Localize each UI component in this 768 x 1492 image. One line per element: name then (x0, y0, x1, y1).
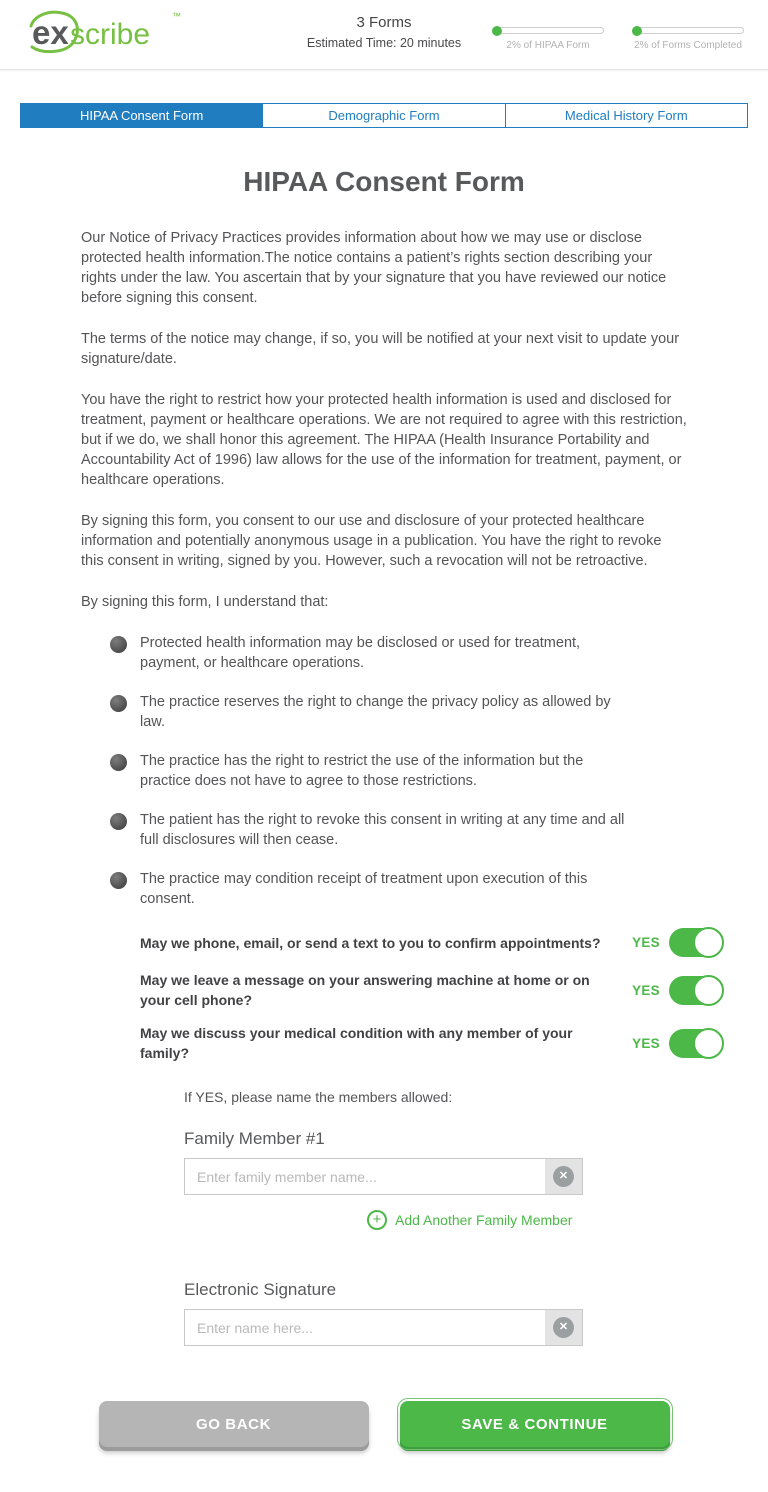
tab-medical-history-form[interactable]: Medical History Form (506, 103, 748, 128)
toggle-question-row (140, 970, 723, 1010)
toggle-question: May we discuss your medical condition with any member of your family? (140, 1025, 573, 1061)
progress-label: 2% of HIPAA Form (506, 39, 590, 51)
family-members-instruction: If YES, please name the members allowed: (184, 1089, 453, 1105)
electronic-signature-input[interactable] (185, 1310, 582, 1345)
form-content (81, 166, 687, 1492)
family-member-input-wrap (184, 1158, 583, 1195)
family-member-1-input[interactable] (185, 1159, 582, 1194)
close-icon: ✕ (553, 1166, 574, 1187)
toggle-knob[interactable] (693, 1028, 724, 1059)
logo-tm: ™ (172, 11, 181, 21)
page-title: HIPAA Consent Form (243, 166, 525, 197)
bullet-text: Protected health information may be disclosed or used for treatment, payment, or healthcare operations. (140, 635, 581, 671)
toggle-discuss-with-family[interactable] (669, 1029, 723, 1058)
hipaa-form-progress (492, 19, 604, 51)
toggle-question: May we leave a message on your answering machine at home or on your cell phone? (140, 972, 590, 1008)
progress-track (632, 27, 744, 34)
forms-count: 3 Forms (356, 14, 412, 31)
family-member-label: Family Member #1 (184, 1129, 325, 1148)
toggle-question-row (140, 1023, 723, 1063)
yes-label: YES (632, 1035, 660, 1051)
bullet-item (110, 810, 687, 850)
bullet-item (110, 633, 687, 673)
bullet-text: The practice reserves the right to change the privacy policy as allowed by law. (140, 694, 611, 730)
family-member-field (184, 1129, 583, 1230)
add-family-member-label: Add Another Family Member (395, 1212, 573, 1228)
bullet-dot-icon (110, 695, 127, 712)
consent-paragraph: The terms of the notice may change, if so, you will be notified at your next visit to update your signature/date. (81, 331, 680, 367)
forms-completed-progress (632, 19, 744, 51)
clear-signature-button[interactable] (545, 1310, 582, 1345)
tab-hipaa-consent-form[interactable]: HIPAA Consent Form (20, 103, 263, 128)
close-icon: ✕ (553, 1317, 574, 1338)
header-summary (307, 14, 461, 50)
tab-demographic-form[interactable]: Demographic Form (263, 103, 505, 128)
toggle-question: May we phone, email, or send a text to you to confirm appointments? (140, 934, 601, 951)
progress-fill-dot (632, 26, 642, 36)
bullet-text: The practice may condition receipt of treatment upon execution of this consent. (140, 871, 588, 907)
progress-track (492, 27, 604, 34)
bullet-dot-icon (110, 754, 127, 771)
toggle-knob[interactable] (693, 927, 724, 958)
estimated-time: Estimated Time: 20 minutes (306, 36, 462, 50)
yes-label: YES (632, 935, 660, 950)
bullet-text: The patient has the right to revoke this consent in writing at any time and all full disclosures will then cease. (140, 812, 625, 848)
add-family-member-button[interactable] (367, 1210, 572, 1230)
exscribe-logo-graphic (26, 6, 186, 58)
form-actions (81, 1401, 687, 1492)
toggle-control (632, 976, 723, 1005)
form-tabs (20, 103, 748, 128)
save-continue-button[interactable]: SAVE & CONTINUE (400, 1401, 670, 1447)
consent-paragraph: Our Notice of Privacy Practices provides information about how we may use or disclose protected health information.The notice contains a patient’s rights section describing your rights under the law. You ascertain that by your signature that you have reviewed our notice before signing this consent. (81, 230, 667, 306)
logo-text-scribe: scribe (70, 18, 151, 51)
exscribe-logo (26, 6, 186, 63)
consent-bullet-list (110, 633, 687, 909)
consent-paragraph: By signing this form, you consent to our use and disclosure of your protected healthcare information and potentially anonymous usage in a publication. You have the right to revoke this consent in writing, signed by you. However, such a revocation will not be retroactive. (81, 513, 662, 569)
header-progress (492, 19, 744, 51)
go-back-button[interactable]: GO BACK (99, 1401, 369, 1447)
clear-family-member-button[interactable] (545, 1159, 582, 1194)
permission-toggles (81, 928, 687, 1063)
bullet-dot-icon (110, 813, 127, 830)
toggle-confirm-appointments[interactable] (669, 928, 723, 957)
bullet-dot-icon (110, 872, 127, 889)
bullet-item (110, 751, 687, 791)
toggle-knob[interactable] (693, 975, 724, 1006)
consent-paragraph: By signing this form, I understand that: (81, 594, 329, 610)
bullet-dot-icon (110, 636, 127, 653)
progress-fill-dot (492, 26, 502, 36)
app-header (0, 0, 768, 70)
toggle-control (632, 1029, 723, 1058)
toggle-question-row (140, 928, 723, 957)
bullet-item (110, 692, 687, 732)
consent-paragraph: You have the right to restrict how your protected health information is used and disclosed for treatment, payment or healthcare operations. We are not required to agree with this restriction, but if we do, we shall honor this agreement. The HIPAA (Health Insurance Portability and Accountability Act of 1996) law allows for the use of the information for treatment, payment, or healthcare operations. (81, 392, 687, 488)
electronic-signature-label: Electronic Signature (184, 1280, 337, 1299)
bullet-item (110, 869, 687, 909)
yes-label: YES (632, 982, 660, 998)
logo-text-ex: ex (32, 14, 69, 51)
signature-input-wrap (184, 1309, 583, 1346)
toggle-answering-machine-message[interactable] (669, 976, 723, 1005)
toggle-control (632, 928, 723, 957)
electronic-signature-field (184, 1280, 583, 1346)
progress-label: 2% of Forms Completed (634, 39, 742, 51)
plus-icon: + (367, 1210, 387, 1230)
bullet-text: The practice has the right to restrict the use of the information but the practice does not have to agree to those restrictions. (140, 753, 584, 789)
